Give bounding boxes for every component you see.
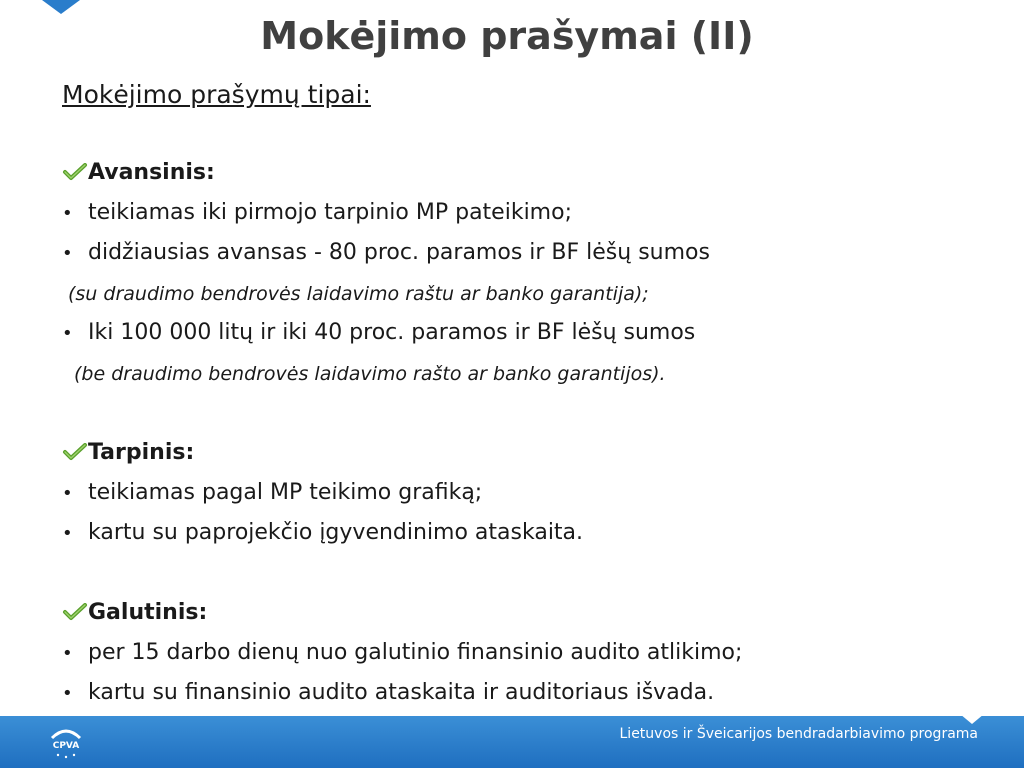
bullet: • xyxy=(62,203,73,224)
corner-tab-decoration xyxy=(42,0,80,14)
list-item-text: kartu su paprojekčio įgyvendinimo ataskaita. xyxy=(88,520,584,545)
footer-program-text: Lietuvos ir Šveicarijos bendradarbiavimo programa xyxy=(619,726,978,742)
check-icon xyxy=(62,443,88,461)
list-item xyxy=(62,680,714,705)
note-text: (su draudimo bendrovės laidavimo raštu ar banko garantija); xyxy=(68,283,649,305)
slide-subtitle: Mokėjimo prašymų tipai: xyxy=(62,80,371,109)
list-item xyxy=(62,520,583,545)
bullet: • xyxy=(62,643,73,664)
footer-notch-decoration xyxy=(960,714,984,724)
bullet: • xyxy=(62,243,73,264)
check-icon xyxy=(62,163,88,181)
bullet: • xyxy=(62,523,73,544)
list-item-text: teikiamas pagal MP teikimo grafiką; xyxy=(88,480,483,505)
section-heading-text: Avansinis: xyxy=(88,160,215,185)
section-heading-avansinis xyxy=(62,160,215,185)
section-heading-galutinis xyxy=(62,600,207,625)
list-item xyxy=(62,240,710,265)
list-item xyxy=(62,200,572,225)
list-item-text: kartu su finansinio audito ataskaita ir auditoriaus išvada. xyxy=(88,680,715,705)
cpva-logo-icon xyxy=(46,722,86,762)
logo-text: CPVA xyxy=(52,741,80,751)
list-item-text: didžiausias avansas - 80 proc. paramos ir BF lėšų sumos xyxy=(88,240,710,265)
check-icon xyxy=(62,603,88,621)
list-item xyxy=(62,480,482,505)
list-item-text: per 15 darbo dienų nuo galutinio finansinio audito atlikimo; xyxy=(88,640,743,665)
list-item xyxy=(62,320,695,345)
section-heading-tarpinis xyxy=(62,440,194,465)
footer-bar xyxy=(0,716,1024,768)
section-heading-text: Tarpinis: xyxy=(88,440,195,465)
section-heading-text: Galutinis: xyxy=(88,600,208,625)
slide-title: Mokėjimo prašymai (II) xyxy=(260,14,754,58)
bullet: • xyxy=(62,483,73,504)
bullet: • xyxy=(62,323,73,344)
list-item xyxy=(62,640,742,665)
list-item-text: teikiamas iki pirmojo tarpinio MP pateikimo; xyxy=(88,200,572,225)
list-item-text: Iki 100 000 litų ir iki 40 proc. paramos ir BF lėšų sumos xyxy=(88,320,696,345)
bullet: • xyxy=(62,683,73,704)
note-text: (be draudimo bendrovės laidavimo rašto ar banko garantijos). xyxy=(74,363,666,385)
